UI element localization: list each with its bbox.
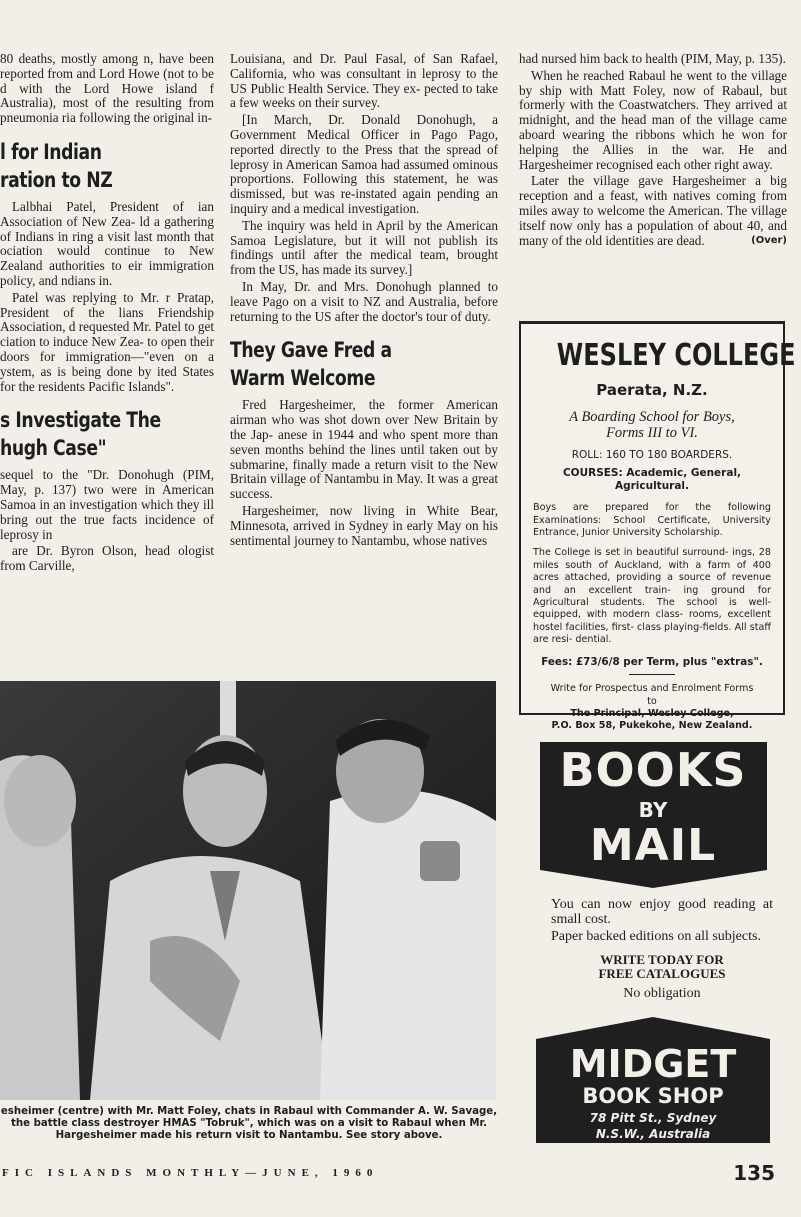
headline-fred-1: They Gave Fred a	[230, 338, 392, 363]
col3-paragraph: had nursed him back to health (PIM, May, p. 135).	[519, 51, 786, 66]
books-by-mail-banner	[540, 742, 767, 888]
wesley-write: Write for Prospectus and Enrolment Forms	[550, 683, 754, 695]
col2-paragraph: Fred Hargesheimer, the former American airman who was shot down over New Britain by the Jap- anese in 1944 and who spent more than seven months behind the lines until taken out by submarine, finally made a return visit to the New Britain village of Nantambu in May. It was a great success.	[230, 397, 498, 502]
col2-paragraph: [In March, Dr. Donald Donohugh, a Government Medical Officer in Pago Pago, reported directly to the Press that the spread of leprosy in American Samoa had assumed ominous proportions. Following this statement, he was dismissed, but was re-instated again pending an inquiry and a medical investigation.	[230, 112, 498, 216]
wesley-rule	[629, 674, 675, 675]
col1-paragraph: Lalbhai Patel, President of ian Association of New Zea- ld a gathering of Indians in ring a visit last month that ociation would continue to New Zealand authorities to eir immigration policy, and ndians in.	[0, 198, 214, 288]
col1-paragraph: are Dr. Byron Olson, head ologist from Carville,	[0, 543, 214, 574]
col1-paragraph: sequel to the "Dr. Donohugh (PIM, May, p. 137) two were in American Samoa in an investigation which they ill bring out the true facts incidence of leprosy in	[0, 467, 214, 542]
wesley-address: P.O. Box 58, Pukekohe, New Zealand.	[551, 720, 753, 732]
col2-paragraph: In May, Dr. and Mrs. Donohugh planned to leave Pago on a visit to NZ and Australia, before returning to the US after the doctor's tour of duty.	[230, 278, 498, 324]
headline-investigate-1: s Investigate The	[0, 408, 161, 433]
col2-paragraph: The inquiry was held in April by the American Samoa Legislature, but it will not publish its findings until after the medical team, brought from the US, has made its survey.]	[230, 217, 498, 278]
page-number: 135	[733, 1161, 775, 1185]
page-footer	[0, 1163, 801, 1187]
wesley-principal: The Principal, Wesley College,	[570, 707, 734, 719]
mail-word: MAIL	[589, 820, 717, 871]
wesley-roll: ROLL: 160 TO 180 BOARDERS.	[571, 449, 733, 461]
midget-book-shop-sign	[536, 1017, 770, 1143]
col1-paragraph: 80 deaths, mostly among n, have been reported from and Lord Howe (not to be d with the Lord Howe island f Australia), most of the resulting from pneumonia ria following the original in-	[0, 51, 214, 126]
wesley-title: WESLEY COLLEGE	[556, 338, 796, 373]
wesley-fees: Fees: £73/6/8 per Term, plus "extras".	[541, 655, 763, 668]
books-word: BOOKS	[559, 743, 747, 797]
by-word: BY	[638, 798, 668, 822]
column-1	[0, 52, 214, 576]
books-paragraph: Paper backed editions on all subjects.	[551, 929, 761, 944]
over-marker: (Over)	[751, 234, 787, 246]
col2-paragraph: Hargesheimer, now living in White Bear, Minnesota, arrived in Sydney in early May on his sentimental journey to Nantambu, whose natives	[230, 502, 498, 548]
headline-investigate-2: hugh Case"	[0, 436, 107, 461]
wesley-courses: COURSES: Academic, General, Agricultural.	[562, 467, 742, 492]
photo-caption: esheimer (centre) with Mr. Matt Foley, chats in Rabaul with Commander A. W. Savage, the battle class destroyer HMAS "Tobruk", which was on a visit to Rabaul when Mr. Hargesheimer made his return visit to Nantambu. See story above.	[0, 1106, 498, 1142]
col3-paragraph: Later the village gave Hargesheimer a big reception and a feast, with natives coming from miles away to welcome the American. The village itself now only has a population of about 40, and many of the old identities are dead. (Over)	[519, 173, 787, 248]
wesley-college-desc: The College is set in beautiful surround- ings, 28 miles south of Auckland, with a farm of 400 acres attached, providing a source of revenue and an excellent train- ing ground for Agricultural students. The school is well-equipped, with modern class- rooms, excellent hostel facilities, first- class playing-fields. All staff are resi- dential.	[533, 547, 771, 646]
footer-publication: FIC ISLANDS MONTHLY—JUNE, 1960	[2, 1167, 379, 1179]
headline-fred-2: Warm Welcome	[230, 366, 376, 391]
col3-paragraph: When he reached Rabaul he went to the village by ship with Matt Foley, now of Rabaul, but formerly with the Coastwatchers. They arrived at midnight, and the head man of the village came aboard wearing the ribbons which he won for helping the Allies in the war. He and Hargesheimer recognised each other right away.	[519, 67, 787, 172]
wesley-to: to	[647, 695, 657, 707]
col2-paragraph: Louisiana, and Dr. Paul Fasal, of San Rafael, California, who was consultant in leprosy to the US Public Health Service. They ex- pected to take a few weeks on their survey.	[230, 51, 498, 111]
headline-indian-1: l for Indian	[0, 139, 102, 164]
photograph-three-men	[0, 681, 496, 1100]
col1-paragraph: Patel was replying to Mr. r Pratap, President of the lians Friendship Association, d requested Mr. Patel to get ciation to induce New Zea- to open their doors for immigration—"even on a ystem, as is being done by ited States for the residents Pacific Islands".	[0, 289, 214, 394]
midget-street: 78 Pitt St., Sydney	[589, 1111, 717, 1125]
column-3	[519, 52, 787, 250]
wesley-tagline: A Boarding School for Boys, Forms III to VI.	[569, 409, 735, 441]
headline-indian-2: ration to NZ	[0, 167, 113, 192]
midget-state: N.S.W., Australia	[595, 1127, 711, 1141]
books-paragraph: You can now enjoy good reading at small cost.	[551, 897, 773, 927]
wesley-boys: Boys are prepared for the following Examinations: School Certificate, University Entrance, Junior University Scholarship.	[533, 502, 771, 539]
wesley-college-ad	[519, 321, 796, 732]
midget-word: MIDGET	[569, 1042, 737, 1086]
books-ad-text	[551, 898, 773, 1001]
books-cta: WRITE TODAY FOR FREE CATALOGUES	[598, 951, 726, 981]
column-2	[230, 52, 498, 550]
book-shop-word: BOOK SHOP	[582, 1084, 724, 1108]
books-no-obligation: No obligation	[623, 985, 701, 1001]
wesley-location: Paerata, N.Z.	[596, 381, 708, 399]
